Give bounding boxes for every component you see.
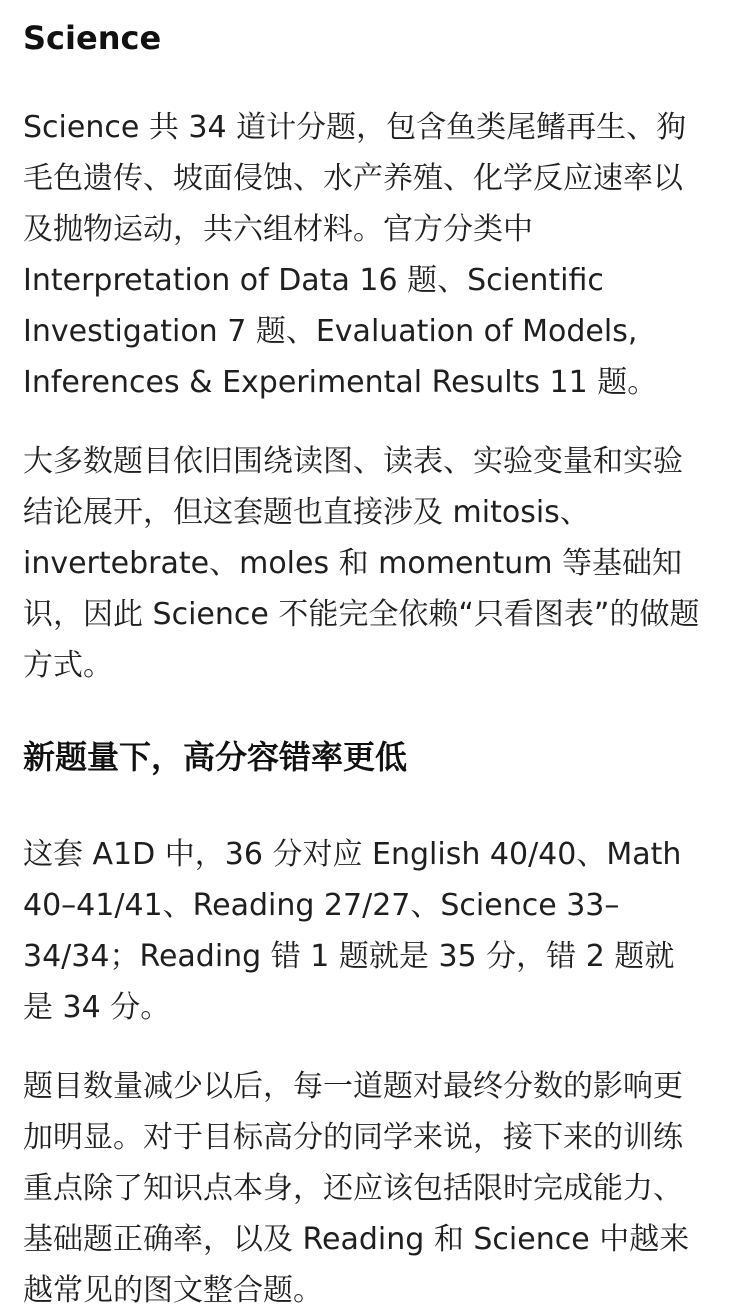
paragraph-training-advice: 题目数量减少以后，每一道题对最终分数的影响更加明显。对于目标高分的同学来说，接下来的训练重点除了知识点本身，还应该包括限时完成能力、基础题正确率，以及 Reading 和 Science 中越来越常见的图文整合题。 <box>23 1069 690 1308</box>
paragraph-science-overview: Science 共 34 道计分题，包含鱼类尾鳍再生、狗毛色遗传、坡面侵蚀、水产养殖、化学反应速率以及抛物运动，共六组材料。官方分类中 Interpretation of Data 16 题、Scientific Investigation 7 题、Evaluation of Models, Inferences & Experimental Results 11 题。 <box>23 110 687 400</box>
section-heading-science: Science <box>23 19 162 57</box>
section-heading-scoring: 新题量下，高分容错率更低 <box>23 738 408 776</box>
paragraph-science-knowledge: 大多数题目依旧围绕读图、读表、实验变量和实验结论展开，但这套题也直接涉及 mitosis、invertebrate、moles 和 momentum 等基础知识，因此 Science 不能完全依赖“只看图表”的做题方式。 <box>23 444 700 683</box>
paragraph-score-conversion: 这套 A1D 中，36 分对应 English 40/40、Math 40–41/41、Reading 27/27、Science 33–34/34；Reading 错 1 题就是 35 分，错 2 题就是 34 分。 <box>23 837 682 1025</box>
